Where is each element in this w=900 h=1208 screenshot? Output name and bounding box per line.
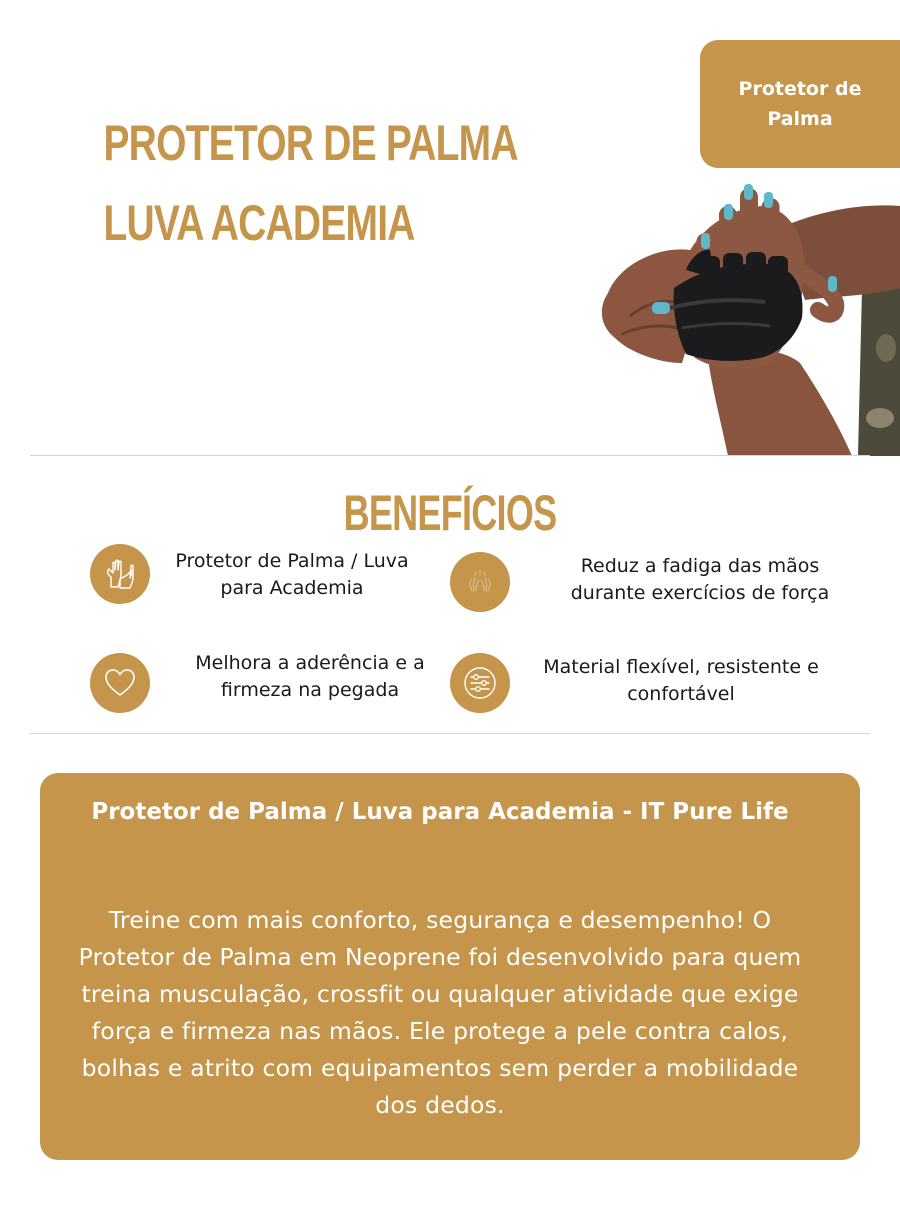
benefit-1-text: Protetor de Palma / Luva para Academia	[175, 550, 409, 599]
category-badge-label: Protetor de Palma	[738, 78, 862, 130]
divider-top	[30, 455, 870, 456]
sliders-icon	[450, 653, 510, 713]
product-photo	[590, 178, 900, 456]
divider-bottom	[30, 733, 870, 734]
hero-title-line-1: PROTETOR DE PALMA	[103, 115, 518, 171]
description-title: Protetor de Palma / Luva para Academia - IT Pure Life	[91, 799, 789, 825]
hero-title-line-2: LUVA ACADEMIA	[103, 195, 415, 251]
benefits-title: BENEFÍCIOS	[343, 485, 557, 541]
benefit-4-text: Material flexível, resistente e confortável	[543, 656, 819, 705]
description-body: Treine com mais conforto, segurança e desempenho! O Protetor de Palma em Neoprene foi desenvolvido para quem treina musculação, crossfit ou qualquer atividade que exige força e firmeza nas mãos. Ele protege a pele contra calos, bolhas e atrito com equipamentos sem perder a mobilidade dos dedos.	[78, 906, 802, 1119]
gloves-icon	[90, 544, 150, 604]
category-badge	[700, 40, 900, 168]
benefit-3-text: Melhora a aderência e a firmeza na pegada	[195, 652, 425, 701]
hands-icon	[450, 552, 510, 612]
heart-icon	[90, 653, 150, 713]
benefit-2-text: Reduz a fadiga das mãos durante exercícios de força	[570, 555, 830, 604]
